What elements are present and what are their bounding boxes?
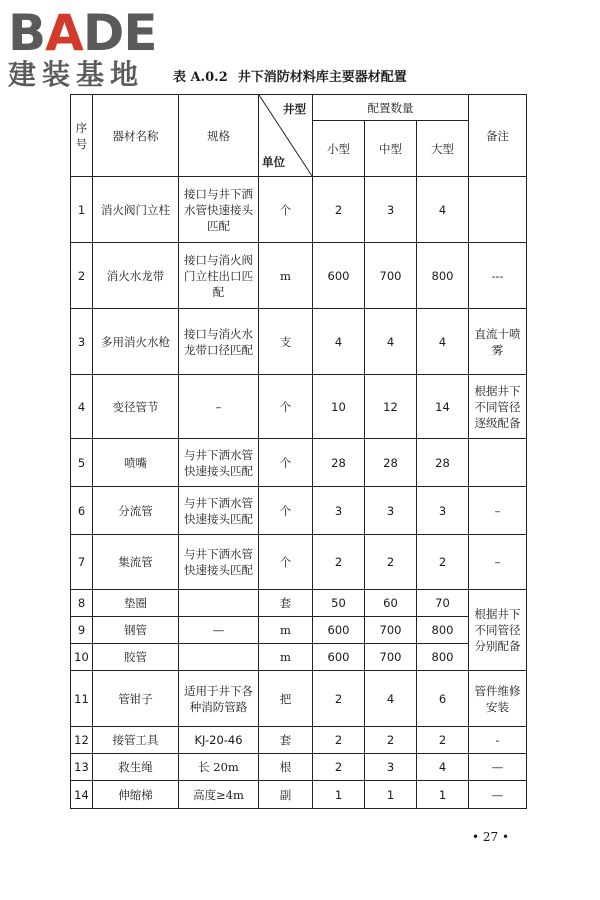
header-small: 小型 [313, 121, 365, 177]
cell-seq: 5 [71, 439, 93, 487]
cell-medium: 12 [365, 375, 417, 439]
cell-unit: 个 [259, 535, 313, 590]
cell-small: 4 [313, 309, 365, 375]
cell-small: 28 [313, 439, 365, 487]
logo-wordmark: BADE [8, 4, 157, 62]
cell-medium: 3 [365, 177, 417, 243]
cell-seq: 12 [71, 727, 93, 754]
cell-small: 2 [313, 727, 365, 754]
equipment-table [70, 94, 527, 809]
cell-large: 800 [417, 617, 469, 644]
logo [8, 6, 178, 92]
table-title-text: 井下消防材料库主要器材配置 [237, 70, 407, 85]
cell-unit: 个 [259, 375, 313, 439]
cell-large: 6 [417, 671, 469, 727]
cell-name: 胶管 [93, 644, 179, 671]
table-row [71, 243, 527, 309]
cell-name: 消火阀门立柱 [93, 177, 179, 243]
cell-unit: 支 [259, 309, 313, 375]
cell-medium: 3 [365, 754, 417, 781]
header-unit: 单位 [262, 155, 285, 169]
cell-name: 集流管 [93, 535, 179, 590]
header-remark: 备注 [469, 95, 527, 177]
table-row [71, 590, 527, 617]
cell-large: 4 [417, 177, 469, 243]
cell-spec: 接口与消火阀门立柱出口匹配 [179, 243, 259, 309]
table-title [173, 66, 407, 85]
logo-subtitle: 建装基地 [8, 58, 145, 91]
cell-spec: 与井下洒水管快速接头匹配 [179, 487, 259, 535]
cell-small: 10 [313, 375, 365, 439]
cell-medium: 28 [365, 439, 417, 487]
cell-small: 2 [313, 535, 365, 590]
cell-large: 2 [417, 535, 469, 590]
cell-medium: 4 [365, 671, 417, 727]
cell-remark: – [469, 535, 527, 590]
cell-seq: 10 [71, 644, 93, 671]
cell-spec: 与井下洒水管快速接头匹配 [179, 439, 259, 487]
cell-large: 28 [417, 439, 469, 487]
table-code: 表 A.0.2 [173, 70, 228, 85]
cell-small: 600 [313, 243, 365, 309]
cell-name: 多用消火水枪 [93, 309, 179, 375]
cell-spec [179, 644, 259, 671]
cell-name: 喷嘴 [93, 439, 179, 487]
cell-spec: 高度≥4m [179, 781, 259, 809]
cell-spec: — [179, 617, 259, 644]
table-row [71, 781, 527, 809]
cell-seq: 2 [71, 243, 93, 309]
table-row [71, 535, 527, 590]
cell-seq: 9 [71, 617, 93, 644]
cell-name: 救生绳 [93, 754, 179, 781]
header-spec: 规格 [179, 95, 259, 177]
cell-small: 1 [313, 781, 365, 809]
header-diagonal [259, 95, 313, 177]
cell-medium: 1 [365, 781, 417, 809]
cell-unit: m [259, 617, 313, 644]
cell-unit: m [259, 243, 313, 309]
page-number: • 27 • [472, 830, 510, 844]
cell-remark: 管件维修安装 [469, 671, 527, 727]
cell-name: 分流管 [93, 487, 179, 535]
cell-medium: 2 [365, 535, 417, 590]
cell-spec: – [179, 375, 259, 439]
cell-seq: 8 [71, 590, 93, 617]
table-row [71, 439, 527, 487]
cell-unit: 根 [259, 754, 313, 781]
cell-remark: – [469, 487, 527, 535]
cell-spec: 接口与井下洒水管快速接头匹配 [179, 177, 259, 243]
cell-spec [179, 590, 259, 617]
header-medium: 中型 [365, 121, 417, 177]
cell-small: 3 [313, 487, 365, 535]
cell-large: 800 [417, 243, 469, 309]
table-row [71, 671, 527, 727]
cell-unit: 个 [259, 487, 313, 535]
cell-seq: 14 [71, 781, 93, 809]
table-row [71, 644, 527, 671]
table-row [71, 487, 527, 535]
cell-unit: 套 [259, 590, 313, 617]
cell-large: 70 [417, 590, 469, 617]
cell-remark: — [469, 754, 527, 781]
cell-remark [469, 439, 527, 487]
header-row-1 [71, 95, 527, 121]
cell-seq: 7 [71, 535, 93, 590]
cell-seq: 6 [71, 487, 93, 535]
cell-seq: 13 [71, 754, 93, 781]
cell-seq: 1 [71, 177, 93, 243]
cell-medium: 700 [365, 243, 417, 309]
header-name: 器材名称 [93, 95, 179, 177]
cell-large: 3 [417, 487, 469, 535]
cell-name: 接管工具 [93, 727, 179, 754]
header-seq: 序号 [71, 95, 93, 177]
cell-small: 2 [313, 177, 365, 243]
table-row [71, 727, 527, 754]
cell-unit: m [259, 644, 313, 671]
cell-large: 4 [417, 754, 469, 781]
cell-small: 50 [313, 590, 365, 617]
cell-name: 消火水龙带 [93, 243, 179, 309]
cell-unit: 个 [259, 177, 313, 243]
cell-spec: 长 20m [179, 754, 259, 781]
table-row [71, 375, 527, 439]
cell-large: 800 [417, 644, 469, 671]
cell-name: 伸缩梯 [93, 781, 179, 809]
cell-medium: 3 [365, 487, 417, 535]
cell-medium: 700 [365, 617, 417, 644]
cell-remark: --- [469, 243, 527, 309]
cell-name: 钢管 [93, 617, 179, 644]
cell-name: 变径管节 [93, 375, 179, 439]
cell-remark: - [469, 727, 527, 754]
table-row [71, 754, 527, 781]
cell-medium: 700 [365, 644, 417, 671]
cell-unit: 把 [259, 671, 313, 727]
cell-small: 2 [313, 671, 365, 727]
cell-medium: 4 [365, 309, 417, 375]
cell-seq: 3 [71, 309, 93, 375]
cell-unit: 个 [259, 439, 313, 487]
cell-remark-merged: 根据井下不同管径分别配备 [469, 590, 527, 671]
cell-medium: 60 [365, 590, 417, 617]
header-well-type: 井型 [283, 102, 306, 116]
cell-spec: 适用于井下各种消防管路 [179, 671, 259, 727]
cell-remark: — [469, 781, 527, 809]
cell-small: 2 [313, 754, 365, 781]
cell-large: 1 [417, 781, 469, 809]
cell-medium: 2 [365, 727, 417, 754]
cell-spec: 接口与消火水龙带口径匹配 [179, 309, 259, 375]
cell-remark: 直流十喷雾 [469, 309, 527, 375]
header-config: 配置数量 [313, 95, 469, 121]
cell-large: 14 [417, 375, 469, 439]
cell-unit: 套 [259, 727, 313, 754]
cell-small: 600 [313, 617, 365, 644]
cell-remark: 根据井下不同管径逐级配备 [469, 375, 527, 439]
cell-name: 管钳子 [93, 671, 179, 727]
cell-spec: KJ-20-46 [179, 727, 259, 754]
header-large: 大型 [417, 121, 469, 177]
cell-large: 2 [417, 727, 469, 754]
cell-large: 4 [417, 309, 469, 375]
cell-spec: 与井下洒水管快速接头匹配 [179, 535, 259, 590]
cell-name: 垫圈 [93, 590, 179, 617]
cell-remark [469, 177, 527, 243]
cell-seq: 11 [71, 671, 93, 727]
cell-unit: 副 [259, 781, 313, 809]
table-row [71, 617, 527, 644]
cell-small: 600 [313, 644, 365, 671]
cell-seq: 4 [71, 375, 93, 439]
table-row [71, 309, 527, 375]
table-row [71, 177, 527, 243]
